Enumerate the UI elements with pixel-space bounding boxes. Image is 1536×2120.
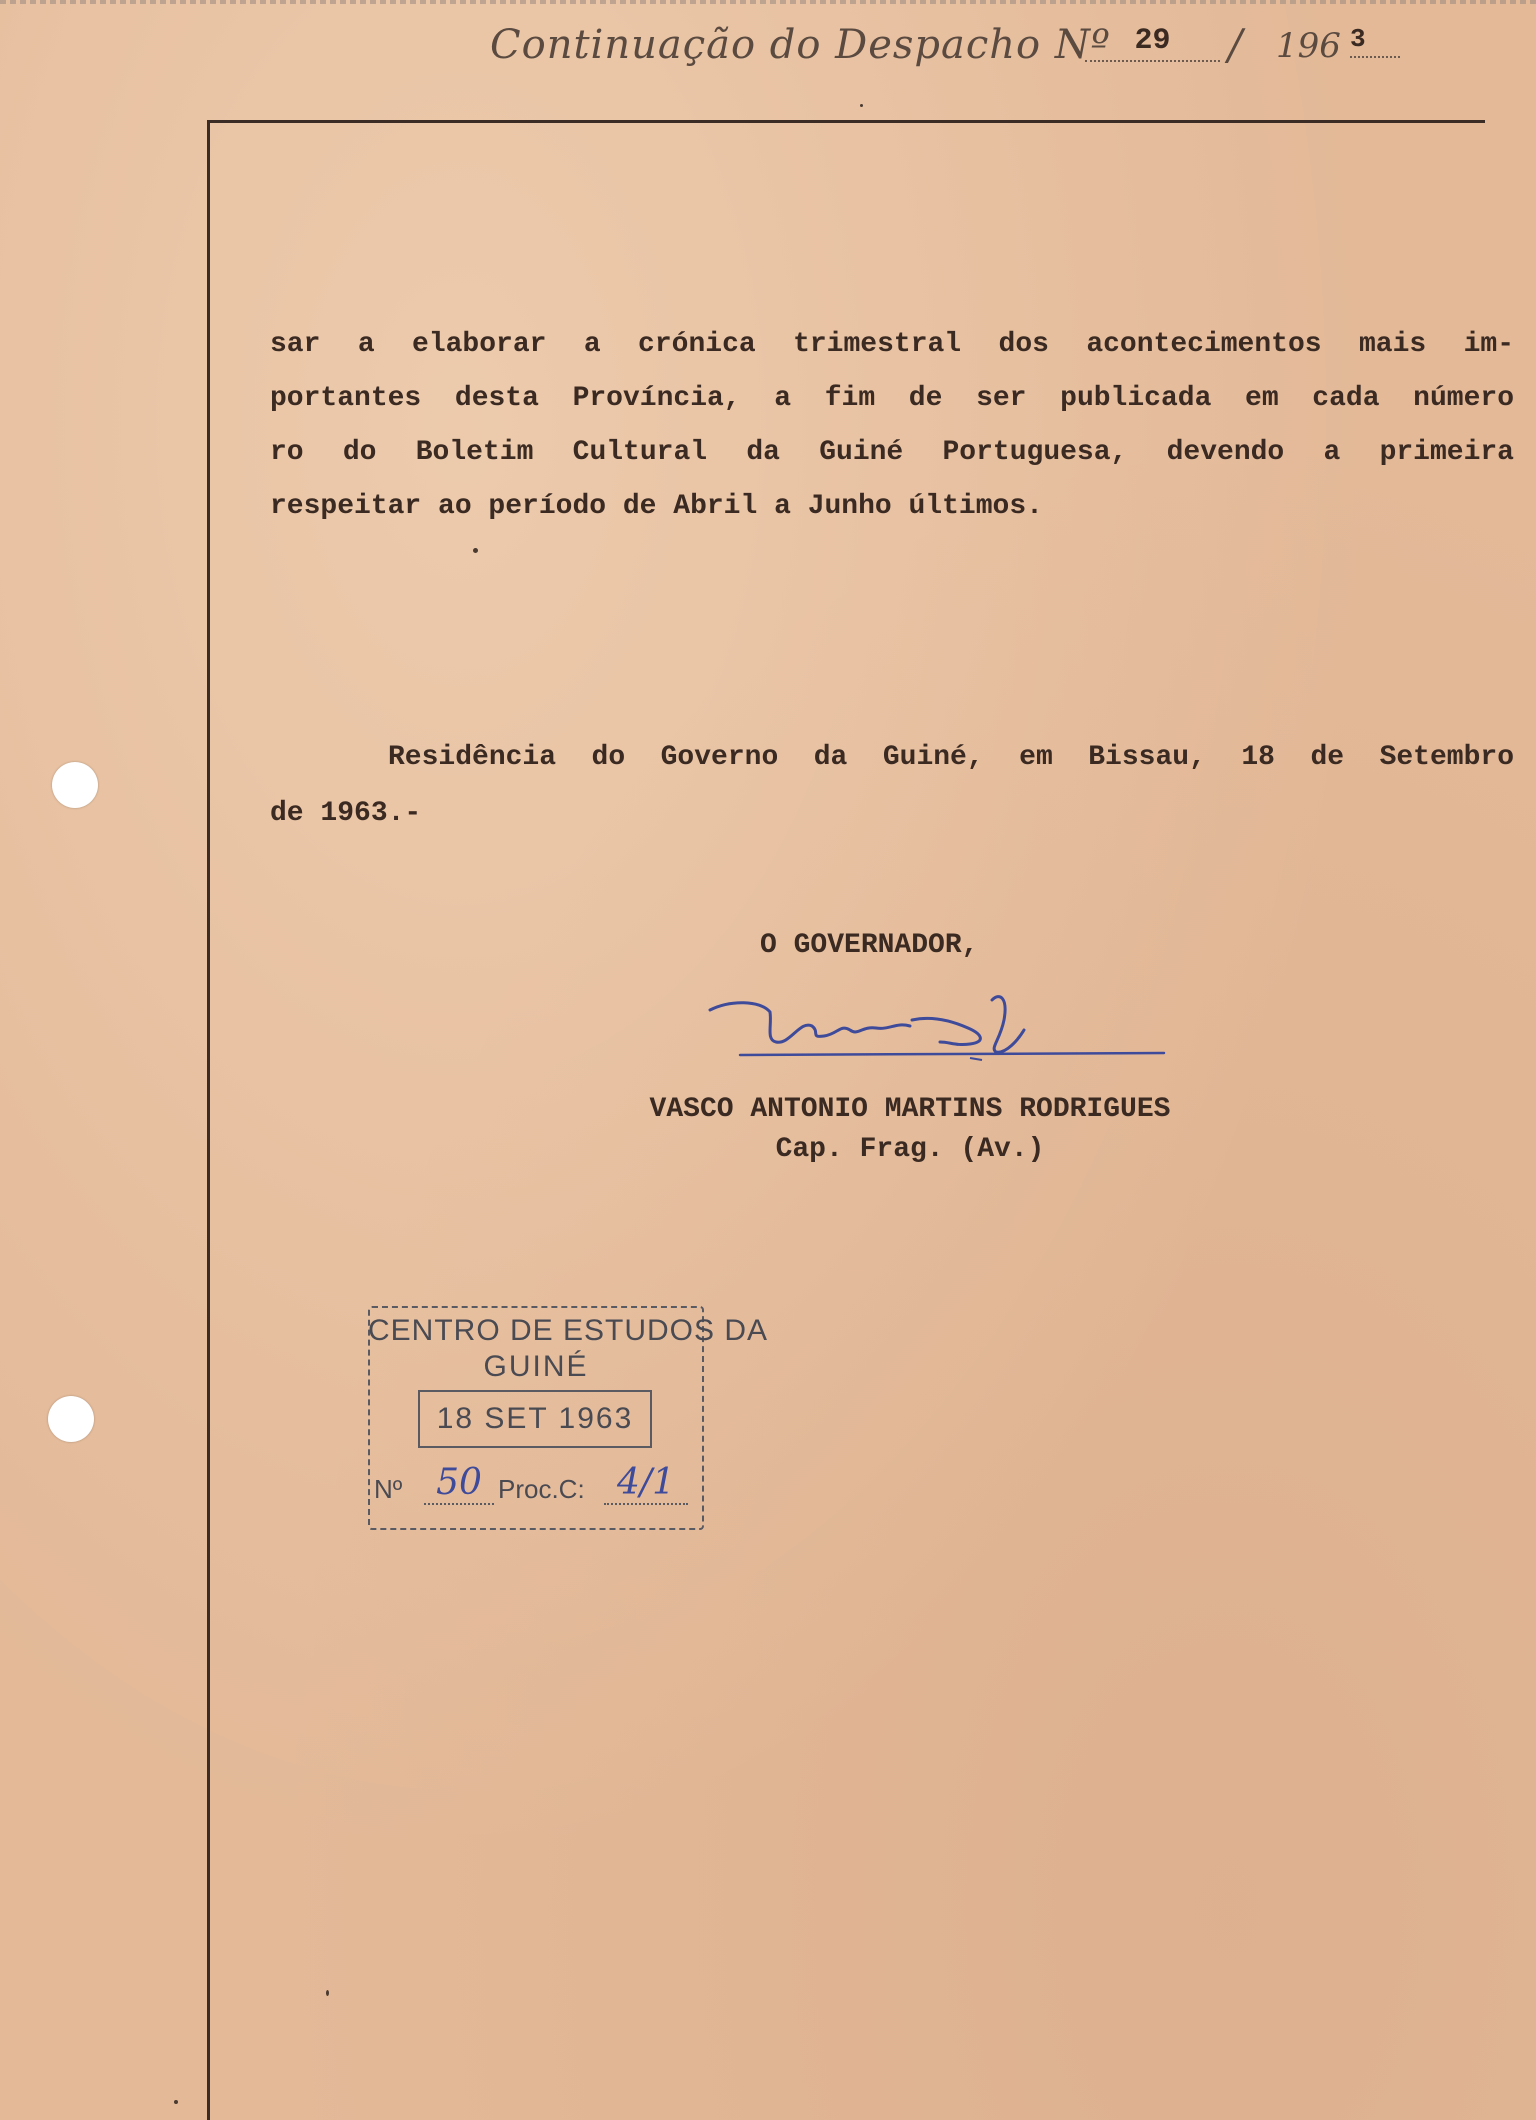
punch-hole-upper: [52, 762, 98, 808]
stamp-proc-label: Proc.C:: [498, 1474, 585, 1504]
signatory-title: O GOVERNADOR,: [760, 930, 979, 961]
archive-stamp: [368, 1306, 769, 1530]
ink-speck: [473, 548, 478, 553]
stamp-no-label: Nº: [374, 1474, 403, 1504]
signatory-name: VASCO ANTONIO MARTINS RODRIGUES: [649, 1094, 1171, 1125]
despacho-number: 29: [1085, 24, 1220, 62]
handwritten-signature: [700, 990, 1180, 1070]
body-line: ro do Boletim Cultural da Guiné Portuguesa, devendo a primeira: [270, 437, 1514, 468]
ink-speck: [860, 104, 863, 107]
body-line: respeitar ao período de Abril a Junho últimos.: [270, 491, 1043, 522]
place-date: [270, 730, 1514, 842]
header-slash: /: [1228, 20, 1243, 69]
body-line: portantes desta Província, a fim de ser publicada em cada número: [270, 383, 1514, 414]
body-paragraph: [270, 318, 1514, 534]
header-year-suffix: 3: [1350, 24, 1400, 58]
stamp-date: 18 SET 1963: [418, 1390, 652, 1448]
ink-speck: [174, 2100, 178, 2104]
header-label: Continuação do Despacho Nº: [490, 22, 1111, 68]
paper-top-edge: [0, 0, 1536, 4]
stamp-proc-value: 4/1: [604, 1462, 688, 1505]
margin-rule-left: [207, 120, 210, 2120]
punch-hole-lower: [48, 1396, 94, 1442]
signatory: [600, 1090, 1220, 1170]
body-line: sar a elaborar a crónica trimestral dos acontecimentos mais im-: [270, 329, 1514, 360]
despacho-header: [490, 14, 1450, 74]
stamp-no-value: 50: [424, 1462, 494, 1505]
header-year-prefix: 196: [1276, 26, 1341, 66]
place-date-line: Residência do Governo da Guiné, em Bissau, 18 de Setembro: [388, 742, 1514, 773]
place-date-line: de 1963.-: [270, 798, 422, 829]
stamp-institution: CENTRO DE ESTUDOS DA: [368, 1314, 769, 1347]
stamp-region: GUINÉ: [483, 1350, 589, 1383]
signatory-rank: Cap. Frag. (Av.): [775, 1134, 1045, 1165]
ink-speck: [326, 1990, 329, 1996]
margin-rule-top: [207, 120, 1485, 123]
